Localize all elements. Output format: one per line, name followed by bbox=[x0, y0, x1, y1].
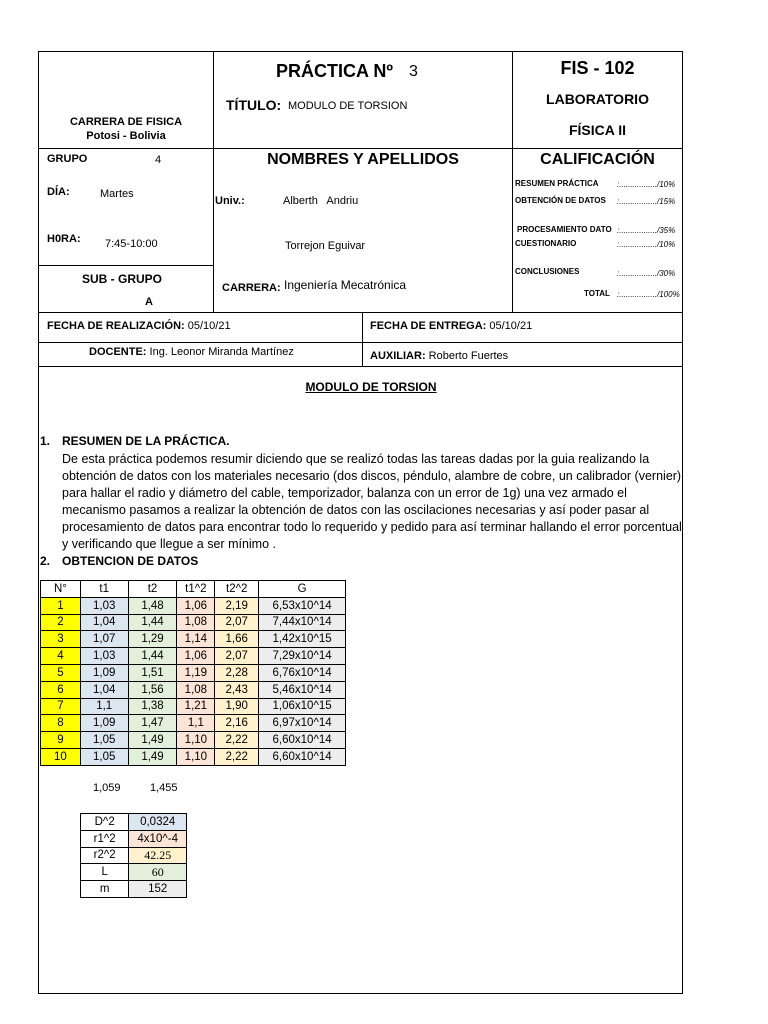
average-t1: 1,059 bbox=[93, 782, 121, 794]
cell-t2-squared: 1,90 bbox=[215, 698, 259, 715]
cell-t1-squared: 1,19 bbox=[177, 664, 215, 681]
cell-n: 6 bbox=[41, 681, 81, 698]
practica-number: 3 bbox=[409, 63, 418, 80]
header-t2: t2 bbox=[128, 581, 177, 598]
cell-n: 7 bbox=[41, 698, 81, 715]
table-row bbox=[41, 698, 346, 715]
cell-t2-squared: 1,66 bbox=[215, 631, 259, 648]
subgrupo-label: SUB - GRUPO bbox=[81, 272, 162, 286]
fecha-entrega bbox=[370, 320, 532, 332]
cell-t2-squared: 2,28 bbox=[215, 664, 259, 681]
table-row bbox=[81, 814, 187, 831]
carrera-value: Ingeniería Mecatrónica bbox=[284, 278, 407, 292]
table-row bbox=[41, 648, 346, 665]
cell-t1-squared: 1,14 bbox=[177, 631, 215, 648]
cell-g: 6,97x10^14 bbox=[259, 715, 346, 732]
carrera-fisica-label: CARRERA DE FISICA bbox=[69, 116, 183, 128]
cell-g: 6,60x10^14 bbox=[259, 732, 346, 749]
param-name: m bbox=[81, 881, 129, 898]
subgrupo-value: A bbox=[145, 296, 153, 308]
cell-t2: 1,44 bbox=[128, 614, 177, 631]
cell-t1-squared: 1,1 bbox=[177, 715, 215, 732]
auxiliar bbox=[370, 350, 508, 362]
cell-t2: 1,56 bbox=[128, 681, 177, 698]
grade-label-resumen: RESUMEN PRÁCTICA bbox=[515, 179, 599, 188]
table-row bbox=[41, 715, 346, 732]
cell-t2: 1,38 bbox=[128, 698, 177, 715]
cell-t1: 1,09 bbox=[80, 715, 128, 732]
param-value: 4x10^-4 bbox=[129, 830, 187, 847]
cell-n: 5 bbox=[41, 664, 81, 681]
section2-title: OBTENCION DE DATOS bbox=[62, 554, 199, 568]
cell-g: 6,53x10^14 bbox=[259, 597, 346, 614]
cell-g: 5,46x10^14 bbox=[259, 681, 346, 698]
hora-label: H0RA: bbox=[47, 233, 81, 245]
hora-value: 7:45-10:00 bbox=[105, 238, 158, 250]
docente bbox=[89, 346, 294, 358]
cell-t2-squared: 2,22 bbox=[215, 748, 259, 765]
cell-t2: 1,49 bbox=[128, 732, 177, 749]
cell-t1: 1,09 bbox=[80, 664, 128, 681]
univ-label: Univ.: bbox=[215, 195, 245, 207]
auxiliar-value: Roberto Fuertes bbox=[428, 350, 509, 362]
table-row bbox=[81, 864, 187, 881]
fecha-realizacion bbox=[47, 320, 231, 332]
cell-t2: 1,44 bbox=[128, 648, 177, 665]
lab-label: LABORATORIO bbox=[546, 91, 649, 107]
average-t2: 1,455 bbox=[150, 782, 178, 794]
cell-t1: 1,05 bbox=[80, 732, 128, 749]
cell-t2: 1,47 bbox=[128, 715, 177, 732]
table-row bbox=[41, 732, 346, 749]
param-value: 152 bbox=[129, 881, 187, 898]
student-name-line2: Torrejon Eguivar bbox=[285, 240, 366, 252]
cell-t1-squared: 1,06 bbox=[177, 648, 215, 665]
table-row bbox=[41, 748, 346, 765]
docente-value: Ing. Leonor Miranda Martínez bbox=[149, 346, 294, 358]
carrera-label: CARRERA: bbox=[222, 282, 281, 294]
docente-label: DOCENTE: bbox=[89, 346, 147, 358]
grade-label-obtencion: OBTENCIÓN DE DATOS bbox=[515, 196, 606, 205]
fecha-entrega-value: 05/10/21 bbox=[489, 320, 533, 332]
cell-t2-squared: 2,43 bbox=[215, 681, 259, 698]
cell-t1-squared: 1,08 bbox=[177, 681, 215, 698]
param-value: 42.25 bbox=[129, 847, 187, 864]
cell-t1-squared: 1,10 bbox=[177, 748, 215, 765]
practica-label: PRÁCTICA Nº bbox=[276, 61, 393, 81]
table-header-row bbox=[41, 581, 346, 598]
table-row bbox=[81, 881, 187, 898]
cell-t1: 1,03 bbox=[80, 648, 128, 665]
cell-n: 1 bbox=[41, 597, 81, 614]
table-row bbox=[41, 631, 346, 648]
course-code: FIS - 102 bbox=[560, 58, 635, 78]
grade-value-procesamiento: :................./35% bbox=[617, 226, 676, 235]
cell-t1: 1,03 bbox=[80, 597, 128, 614]
table-row bbox=[81, 830, 187, 847]
cell-n: 2 bbox=[41, 614, 81, 631]
fecha-realizacion-value: 05/10/21 bbox=[187, 320, 231, 332]
cell-t2-squared: 2,22 bbox=[215, 732, 259, 749]
param-name: D^2 bbox=[81, 814, 129, 831]
cell-n: 10 bbox=[41, 748, 81, 765]
cell-g: 7,29x10^14 bbox=[259, 648, 346, 665]
grade-label-total: TOTAL bbox=[584, 289, 610, 298]
student-name-line1: Alberth Andriu bbox=[283, 195, 359, 207]
cell-n: 3 bbox=[41, 631, 81, 648]
cell-t2-squared: 2,07 bbox=[215, 648, 259, 665]
cell-n: 4 bbox=[41, 648, 81, 665]
cell-g: 7,44x10^14 bbox=[259, 614, 346, 631]
cell-t1-squared: 1,10 bbox=[177, 732, 215, 749]
cell-g: 1,06x10^15 bbox=[259, 698, 346, 715]
cell-t1-squared: 1,08 bbox=[177, 614, 215, 631]
param-value: 0,0324 bbox=[129, 814, 187, 831]
data-table bbox=[40, 580, 346, 766]
titulo-value: MODULO DE TORSION bbox=[288, 100, 408, 112]
grades-title: CALIFICACIÓN bbox=[540, 151, 655, 168]
table-row bbox=[41, 614, 346, 631]
cell-t1-squared: 1,21 bbox=[177, 698, 215, 715]
cell-g: 1,42x10^15 bbox=[259, 631, 346, 648]
grupo-value: 4 bbox=[155, 154, 162, 166]
main-title: MODULO DE TORSION bbox=[305, 380, 437, 394]
header-t1: t1 bbox=[80, 581, 128, 598]
param-name: L bbox=[81, 864, 129, 881]
cell-t2: 1,48 bbox=[128, 597, 177, 614]
cell-t1: 1,1 bbox=[80, 698, 128, 715]
cell-g: 6,76x10^14 bbox=[259, 664, 346, 681]
grupo-label: GRUPO bbox=[47, 153, 88, 165]
cell-t2-squared: 2,19 bbox=[215, 597, 259, 614]
subject-label: FÍSICA II bbox=[568, 122, 627, 138]
param-name: r2^2 bbox=[81, 847, 129, 864]
titulo-label: TÍTULO: bbox=[226, 97, 282, 113]
cell-t2: 1,29 bbox=[128, 631, 177, 648]
grade-label-procesamiento: PROCESAMIENTO DATO bbox=[517, 225, 612, 234]
grade-label-conclusiones: CONCLUSIONES bbox=[515, 267, 580, 276]
fecha-realizacion-label: FECHA DE REALIZACIÓN: bbox=[47, 320, 185, 332]
cell-t1: 1,04 bbox=[80, 681, 128, 698]
grade-value-cuestionario: :................./10% bbox=[617, 240, 676, 249]
cell-t1-squared: 1,06 bbox=[177, 597, 215, 614]
auxiliar-label: AUXILIAR: bbox=[370, 350, 426, 362]
cell-n: 8 bbox=[41, 715, 81, 732]
param-value: 60 bbox=[129, 864, 187, 881]
cell-t2-squared: 2,16 bbox=[215, 715, 259, 732]
cell-t2: 1,49 bbox=[128, 748, 177, 765]
table-row bbox=[81, 847, 187, 864]
table-row bbox=[41, 664, 346, 681]
cell-t1: 1,05 bbox=[80, 748, 128, 765]
cell-t1: 1,04 bbox=[80, 614, 128, 631]
header-n: N° bbox=[41, 581, 81, 598]
cell-n: 9 bbox=[41, 732, 81, 749]
table-row bbox=[41, 681, 346, 698]
parameters-table bbox=[80, 813, 187, 898]
grade-value-total: :................./100% bbox=[617, 290, 680, 299]
dia-value: Martes bbox=[100, 188, 134, 200]
location-label: Potosi - Bolivia bbox=[86, 130, 166, 142]
cell-t1: 1,07 bbox=[80, 631, 128, 648]
header-t1-squared: t1^2 bbox=[177, 581, 215, 598]
cell-t2-squared: 2,07 bbox=[215, 614, 259, 631]
fecha-entrega-label: FECHA DE ENTREGA: bbox=[370, 320, 487, 332]
header-t2-squared: t2^2 bbox=[215, 581, 259, 598]
cell-t2: 1,51 bbox=[128, 664, 177, 681]
section1-text: De esta práctica podemos resumir diciendo que se realizó todas las tareas dadas por la guia realizando la obtención de datos con los materiales necesario (dos discos, péndulo, alambre de cobre, un calibrador (vernier) para hallar el radio y diámetro del cable, temporizador, balanza con un error de 1g) una vez armado el mecanismo pasamos a realizar la obtención de datos con las oscilaciones necesarias y así poder pasar al procesamiento de datos para encontrar todo lo requerido y pedido para así terminar hallando el error porcentual y verificando que llegue a ser mínimo . bbox=[62, 452, 682, 551]
cell-g: 6,60x10^14 bbox=[259, 748, 346, 765]
section1-title: RESUMEN DE LA PRÁCTICA. bbox=[62, 434, 230, 448]
grade-label-cuestionario: CUESTIONARIO bbox=[515, 239, 577, 248]
nombres-title: NOMBRES Y APELLIDOS bbox=[267, 151, 459, 168]
grade-value-resumen: :................./10% bbox=[617, 180, 676, 189]
table-row bbox=[41, 597, 346, 614]
grade-value-conclusiones: :................./30% bbox=[617, 269, 676, 278]
header-g: G bbox=[259, 581, 346, 598]
grade-value-obtencion: :................./15% bbox=[617, 197, 676, 206]
section1-number: 1. bbox=[40, 434, 51, 448]
param-name: r1^2 bbox=[81, 830, 129, 847]
dia-label: DÍA: bbox=[47, 186, 70, 198]
section2-number: 2. bbox=[40, 554, 51, 568]
